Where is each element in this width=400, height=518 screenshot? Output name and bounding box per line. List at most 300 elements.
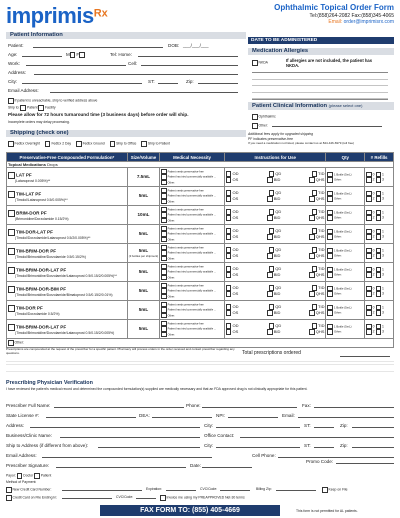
qty-bottle-label: 1 Bottle (5mL): [333, 228, 352, 233]
refill-0-label: 0: [372, 172, 375, 177]
bid-checkbox[interactable]: [267, 291, 273, 297]
refills-cell: [365, 301, 394, 320]
dob-field[interactable]: ___/___/___: [183, 43, 209, 48]
card-on-file-row: [6, 495, 394, 501]
bid-checkbox[interactable]: [267, 329, 273, 335]
refill-2-checkbox[interactable]: [366, 291, 372, 297]
st2-field[interactable]: [314, 427, 334, 428]
clinic-field[interactable]: [60, 437, 200, 438]
ship-option-2day[interactable]: FedEx 2 Day: [45, 141, 71, 147]
refill-3-checkbox[interactable]: [376, 196, 382, 202]
necessity-other-label: Other:: [167, 200, 175, 204]
card-on-file-field[interactable]: [62, 498, 112, 499]
refill-2-checkbox[interactable]: [366, 329, 372, 335]
other-med-checkbox[interactable]: [8, 340, 14, 346]
tid-checkbox[interactable]: [312, 228, 318, 234]
ophthalmic-checkbox[interactable]: [252, 114, 258, 120]
refill-2-checkbox[interactable]: [366, 234, 372, 240]
refill-2-checkbox[interactable]: [366, 177, 372, 183]
st-field[interactable]: [158, 83, 178, 84]
necessity-other-label: Other:: [167, 238, 175, 242]
email3-field[interactable]: [42, 457, 212, 458]
qd-checkbox[interactable]: [269, 209, 275, 215]
bid-checkbox[interactable]: [267, 215, 273, 221]
formulation-cell: [7, 187, 128, 206]
qty-cell: [326, 282, 365, 301]
necessity-tried-label: Patient has tried commercially available ...: [167, 270, 217, 274]
refill-2-checkbox[interactable]: [366, 196, 372, 202]
refill-3-label: 3: [382, 310, 384, 315]
email-address-label: Email Address:: [8, 88, 39, 93]
refill-2-checkbox[interactable]: [366, 310, 372, 316]
fee-note-1: Additional fees apply for upgraded shipping: [248, 132, 314, 136]
refill-2-label: 2: [372, 291, 375, 296]
refill-1-label: 1: [382, 324, 384, 329]
qty-bottle-label: 1 Bottle (5mL): [333, 285, 352, 290]
tid-checkbox[interactable]: [312, 285, 318, 291]
zip2-field[interactable]: [352, 427, 394, 428]
unreachable-text: If patient is unreachable, ship to verified address above: [14, 98, 98, 103]
qd-checkbox[interactable]: [269, 228, 275, 234]
qty-other-checkbox[interactable]: [327, 234, 333, 240]
qhs-label: QHS: [315, 215, 325, 220]
necessity-other-label: Other:: [167, 333, 175, 337]
clinical-header: [248, 102, 394, 110]
refill-3-label: 3: [382, 291, 384, 296]
tid-label: TID: [318, 228, 325, 233]
refill-3-checkbox[interactable]: [376, 177, 382, 183]
dea-label: DEA:: [139, 413, 150, 418]
tid-label: TID: [318, 190, 325, 195]
invoice-option[interactable]: [160, 495, 245, 501]
necessity-other-label: Other:: [167, 276, 175, 280]
instructions-cell: [224, 187, 326, 206]
fee-note-3: If you need a medication not listed, please contact us at 844-446-6979 (toll free): [248, 141, 355, 145]
address2-field[interactable]: [30, 427, 200, 428]
npi-field[interactable]: [228, 417, 278, 418]
necessity-pf-label: Patient needs preservative-free: [167, 265, 204, 269]
date-administered-box[interactable]: DATE TO BE ADMINISTERED: [248, 37, 394, 44]
instructions-cell: [224, 263, 326, 282]
qty-other-label: Other:: [333, 234, 342, 239]
refill-2-checkbox[interactable]: [366, 253, 372, 259]
qd-checkbox[interactable]: [269, 285, 275, 291]
qd-checkbox[interactable]: [269, 304, 275, 310]
other-med-label: Other:: [14, 340, 24, 345]
qty-bottle-label: 1 Bottle (5mL): [333, 304, 352, 309]
cvc-label: CVC/Code:: [200, 487, 218, 491]
medication-checkbox[interactable]: [8, 286, 15, 293]
od-checkbox[interactable]: [226, 228, 232, 234]
qhs-label: QHS: [315, 310, 325, 315]
qty-bottle-label: 1 Bottle (5mL): [333, 209, 352, 214]
ship-option-office[interactable]: Ship to Office: [110, 141, 137, 147]
formulation-cell: [7, 301, 128, 320]
qhs-checkbox[interactable]: [309, 253, 315, 259]
necessity-cell: [160, 301, 225, 320]
os-checkbox[interactable]: [226, 253, 232, 259]
bid-label: BID: [273, 215, 281, 220]
medication-checkbox[interactable]: [8, 267, 15, 274]
necessity-other-label: Other:: [167, 181, 175, 185]
qty-bottle-label: 1 Bottle (5mL): [333, 171, 352, 176]
refill-3-checkbox[interactable]: [376, 272, 382, 278]
qty-other-label: Other:: [333, 177, 342, 182]
refill-2-label: 2: [372, 329, 375, 334]
refill-1-label: 1: [382, 172, 384, 177]
qd-checkbox[interactable]: [269, 190, 275, 196]
qhs-checkbox[interactable]: [309, 177, 315, 183]
necessity-tried-label: Patient has tried commercially available ...: [167, 308, 217, 312]
promo-field[interactable]: [336, 463, 394, 464]
refill-0-label: 0: [372, 267, 375, 272]
refill-3-checkbox[interactable]: [376, 253, 382, 259]
cvc2-label: CVC/Code:: [116, 495, 134, 499]
os-label: OS: [232, 310, 239, 315]
qty-bottle-label: 1 Bottle (5mL): [333, 190, 352, 195]
bid-checkbox[interactable]: [267, 310, 273, 316]
fax-text: Fax:(858)345-4065: [351, 13, 394, 19]
os-label: OS: [232, 272, 239, 277]
od-checkbox[interactable]: [226, 266, 232, 272]
os-checkbox[interactable]: [226, 329, 232, 335]
od-checkbox[interactable]: [226, 323, 232, 329]
size-cell: [127, 206, 159, 225]
keep-label: Keep on File: [328, 487, 348, 492]
medication-formula: (Timolol/Latanoprost 0.5/0.005%)**: [15, 197, 68, 202]
necessity-other-checkbox[interactable]: [161, 294, 167, 300]
necessity-tried-label: Patient has tried commercially available ...: [167, 213, 217, 217]
formulation-cell: [7, 206, 128, 225]
refills-cell: [365, 168, 394, 187]
refills-cell: [365, 320, 394, 339]
payor-doctor-label: Doctor: [23, 473, 34, 478]
bid-checkbox[interactable]: [267, 177, 273, 183]
form-title: Ophthalmic Topical Order Form: [274, 3, 394, 12]
qd-checkbox[interactable]: [269, 323, 275, 329]
bid-checkbox[interactable]: [267, 196, 273, 202]
qty-cell: [326, 206, 365, 225]
tid-checkbox[interactable]: [312, 304, 318, 310]
total-rx-field[interactable]: [340, 356, 390, 357]
qty-other-checkbox[interactable]: [327, 329, 333, 335]
necessity-other-checkbox[interactable]: [161, 313, 167, 319]
verification-text: I have reviewed the patient's medical record and determined the compounded formulation(s) supplied are medically necessary and that an FDA approved drug is not clinically appropriate for this patient.: [6, 387, 308, 391]
address-field[interactable]: [34, 74, 238, 75]
medication-formula: (Timolol/Brimonidine/Dorzolamide/Latanoprost 0.5/0.15/2/0.005%): [15, 330, 115, 335]
ship-to-label: Ship to:: [8, 105, 20, 110]
phone-label: Phone:: [186, 403, 201, 408]
fax-banner: FAX FORM TO: (855) 405-4669: [100, 505, 280, 516]
qd-label: QD: [275, 247, 282, 252]
medication-size: 5mL: [138, 231, 149, 237]
refill-3-checkbox[interactable]: [376, 215, 382, 221]
instructions-cell: [224, 168, 326, 187]
billing-field[interactable]: [276, 490, 316, 491]
work-row: [8, 61, 240, 67]
size-cell: [127, 263, 159, 282]
tid-checkbox[interactable]: [312, 171, 318, 177]
signature-field[interactable]: [56, 467, 186, 468]
necessity-pf-label: Patient needs preservative-free: [167, 189, 204, 193]
other-clinical-checkbox[interactable]: [252, 123, 258, 129]
formulation-cell: [7, 168, 128, 187]
ship-option-ground[interactable]: FedEx Ground: [76, 141, 105, 147]
os-checkbox[interactable]: [226, 310, 232, 316]
qhs-label: QHS: [315, 253, 325, 258]
od-label: OD: [232, 304, 239, 309]
cvc2-field[interactable]: [136, 498, 156, 499]
od-checkbox[interactable]: [226, 285, 232, 291]
os-checkbox[interactable]: [226, 234, 232, 240]
nkda-row: [252, 60, 268, 66]
payor-patient-label: Patient: [40, 473, 52, 478]
os-checkbox[interactable]: [226, 177, 232, 183]
qd-label: QD: [275, 304, 282, 309]
od-checkbox[interactable]: [226, 247, 232, 253]
st3-field[interactable]: [314, 447, 334, 448]
necessity-cell: [160, 187, 225, 206]
ship-facility-checkbox[interactable]: [38, 105, 44, 111]
os-checkbox[interactable]: [226, 196, 232, 202]
necessity-other-checkbox[interactable]: [161, 199, 167, 205]
necessity-other-checkbox[interactable]: [161, 237, 167, 243]
qhs-checkbox[interactable]: [309, 291, 315, 297]
os-label: OS: [232, 253, 239, 258]
age-field[interactable]: [22, 56, 62, 57]
medication-formula: (Timolol/Brimonidine/Dorzolamide/Latanoprost 0.5/0.15/2/0.005%)**: [15, 273, 117, 278]
phone-field[interactable]: [202, 407, 297, 408]
ophthalmic-label: Ophthalmic: [258, 114, 276, 119]
os-checkbox[interactable]: [226, 215, 232, 221]
od-checkbox[interactable]: [226, 304, 232, 310]
st2-label: ST:: [304, 423, 311, 428]
qd-label: QD: [275, 209, 282, 214]
payor-doctor-checkbox[interactable]: [17, 473, 23, 479]
tel-home-field[interactable]: [138, 56, 238, 57]
qty-other-checkbox[interactable]: [327, 272, 333, 278]
os-checkbox[interactable]: [226, 272, 232, 278]
necessity-other-checkbox[interactable]: [161, 218, 167, 224]
necessity-cell: [160, 225, 225, 244]
qd-checkbox[interactable]: [269, 247, 275, 253]
allergies-header: Medication Allergies: [248, 48, 394, 55]
patient-name-field[interactable]: [33, 47, 163, 48]
qty-cell: [326, 301, 365, 320]
necessity-pf-label: Patient needs preservative-free: [167, 322, 204, 326]
qty-other-checkbox[interactable]: [327, 253, 333, 259]
cvc-field[interactable]: [220, 490, 250, 491]
refill-3-checkbox[interactable]: [376, 234, 382, 240]
zip3-field[interactable]: [352, 447, 394, 448]
medication-formula: (Timolol/Brimonidine/Dorzolamide 0.5/0.15/2%): [15, 254, 86, 259]
date-field[interactable]: [202, 467, 252, 468]
exp-field[interactable]: [166, 490, 196, 491]
od-checkbox[interactable]: [226, 190, 232, 196]
ship-option-patient[interactable]: Ship to Patient: [141, 141, 170, 147]
tid-label: TID: [318, 171, 325, 176]
qhs-checkbox[interactable]: [309, 329, 315, 335]
license-field[interactable]: [46, 417, 136, 418]
necessity-other-checkbox[interactable]: [161, 275, 167, 281]
male-checkbox[interactable]: [70, 52, 76, 58]
new-card-field[interactable]: [62, 490, 142, 491]
unreachable-checkbox[interactable]: [8, 98, 14, 104]
od-label: OD: [232, 266, 239, 271]
qty-other-checkbox[interactable]: [327, 196, 333, 202]
payor-patient-checkbox[interactable]: [34, 473, 40, 479]
tid-checkbox[interactable]: [312, 247, 318, 253]
medication-checkbox[interactable]: [8, 172, 15, 179]
work-label: Work:: [8, 61, 20, 66]
work-field[interactable]: [26, 65, 126, 66]
necessity-other-checkbox[interactable]: [161, 180, 167, 186]
fax-field[interactable]: [314, 407, 394, 408]
email2-field[interactable]: [298, 417, 394, 418]
necessity-other-checkbox[interactable]: [161, 256, 167, 262]
qty-other-label: Other:: [333, 310, 342, 315]
ship-patient-checkbox[interactable]: [20, 105, 26, 111]
email-row: [8, 88, 240, 94]
prescriber-name-field[interactable]: [54, 407, 184, 408]
new-card-checkbox[interactable]: [6, 487, 12, 493]
medication-checkbox[interactable]: [8, 248, 15, 255]
instructions-cell: [224, 320, 326, 339]
tid-checkbox[interactable]: [312, 323, 318, 329]
qd-checkbox[interactable]: [269, 171, 275, 177]
necessity-cell: [160, 320, 225, 339]
qhs-checkbox[interactable]: [309, 272, 315, 278]
ship-option-overnight[interactable]: FedEx Overnight: [8, 141, 40, 147]
drops-label: Drops: [47, 161, 58, 167]
necessity-pf-label: Patient needs preservative-free: [167, 170, 204, 174]
ship-address-row: [6, 443, 394, 449]
card-on-file-checkbox[interactable]: [6, 495, 12, 501]
qty-cell: [326, 320, 365, 339]
tid-checkbox[interactable]: [312, 209, 318, 215]
city3-field[interactable]: [216, 447, 300, 448]
medication-checkbox[interactable]: [8, 210, 15, 217]
tid-checkbox[interactable]: [312, 266, 318, 272]
address-row: [8, 70, 240, 76]
medication-row: [7, 244, 394, 263]
qty-other-label: Other:: [333, 272, 342, 277]
cell-phone-field[interactable]: [278, 457, 394, 458]
qty-other-checkbox[interactable]: [327, 177, 333, 183]
refills-cell: [365, 244, 394, 263]
qd-label: QD: [275, 266, 282, 271]
necessity-pf-label: Patient needs preservative-free: [167, 303, 204, 307]
bid-checkbox[interactable]: [267, 234, 273, 240]
refill-3-checkbox[interactable]: [376, 291, 382, 297]
medication-formula: (Timolol/Dorzolamide/Latanoprost 0.5/2/0.005%)**: [15, 235, 91, 240]
medication-size: 7.5mL: [136, 174, 151, 180]
dea-field[interactable]: [152, 417, 212, 418]
od-label: OD: [232, 228, 239, 233]
qty-other-label: Other:: [333, 196, 342, 201]
necessity-other-checkbox[interactable]: [161, 332, 167, 338]
keep-file[interactable]: [322, 487, 348, 493]
refills-cell: [365, 206, 394, 225]
medication-checkbox[interactable]: [8, 324, 15, 331]
payor-label: Payor:: [6, 473, 16, 478]
bid-checkbox[interactable]: [267, 272, 273, 278]
medication-checkbox[interactable]: [8, 191, 15, 198]
formulation-cell: [7, 282, 128, 301]
od-checkbox[interactable]: [226, 209, 232, 215]
necessity-cell: [160, 282, 225, 301]
patient-name-row: [8, 43, 240, 49]
email-cell-row: [6, 453, 394, 459]
qty-bottle-label: 1 Bottle (5mL): [333, 247, 352, 252]
medication-size: 5mL: [138, 326, 149, 332]
medication-checkbox[interactable]: [8, 229, 15, 236]
qty-cell: [326, 263, 365, 282]
bid-checkbox[interactable]: [267, 253, 273, 259]
refill-0-label: 0: [372, 229, 375, 234]
size-cell: [127, 244, 159, 263]
email-label: Email:: [328, 19, 344, 25]
medication-checkbox[interactable]: [8, 305, 15, 312]
qhs-checkbox[interactable]: [309, 215, 315, 221]
od-checkbox[interactable]: [226, 171, 232, 177]
email-address-field[interactable]: [50, 92, 238, 93]
qty-other-checkbox[interactable]: [327, 291, 333, 297]
female-label: F: [76, 52, 80, 57]
necessity-tried-label: Patient has tried commercially available ...: [167, 232, 217, 236]
qd-label: QD: [275, 190, 282, 195]
qd-checkbox[interactable]: [269, 266, 275, 272]
col-formulation: Preservative-Free Compounded Formulation*: [7, 153, 128, 162]
col-necessity: Medical Necessity: [160, 153, 225, 162]
other-clinical-field[interactable]: [272, 126, 382, 127]
ship-to-row: [8, 105, 56, 111]
contact-field[interactable]: [240, 437, 394, 438]
instructions-cell: [224, 206, 326, 225]
city-field[interactable]: [22, 83, 142, 84]
city2-field[interactable]: [216, 427, 300, 428]
tid-label: TID: [318, 247, 325, 252]
qty-cell: [326, 244, 365, 263]
col-refills: # Refills: [365, 153, 394, 162]
refill-3-checkbox[interactable]: [376, 310, 382, 316]
refill-2-checkbox[interactable]: [366, 272, 372, 278]
date-label: Date:: [190, 463, 201, 468]
allergy-lines[interactable]: [252, 72, 388, 100]
ship-address-field[interactable]: [98, 447, 200, 448]
qty-other-checkbox[interactable]: [327, 310, 333, 316]
os-checkbox[interactable]: [226, 291, 232, 297]
qhs-checkbox[interactable]: [309, 310, 315, 316]
brand-logo: [6, 3, 108, 29]
email-link[interactable]: order@imprimisrx.com: [343, 19, 394, 25]
od-label: OD: [232, 171, 239, 176]
instructions-cell: [224, 225, 326, 244]
tel-home-label: Tel: Home:: [110, 52, 132, 57]
refill-2-label: 2: [372, 253, 375, 258]
zip-field[interactable]: [198, 83, 238, 84]
cell-field[interactable]: [141, 65, 238, 66]
refill-2-checkbox[interactable]: [366, 215, 372, 221]
nkda-checkbox[interactable]: [252, 60, 258, 66]
refill-3-checkbox[interactable]: [376, 329, 382, 335]
qty-other-checkbox[interactable]: [327, 215, 333, 221]
female-checkbox[interactable]: [79, 52, 85, 58]
necessity-cell: [160, 263, 225, 282]
qhs-checkbox[interactable]: [309, 234, 315, 240]
qhs-checkbox[interactable]: [309, 196, 315, 202]
tid-checkbox[interactable]: [312, 190, 318, 196]
